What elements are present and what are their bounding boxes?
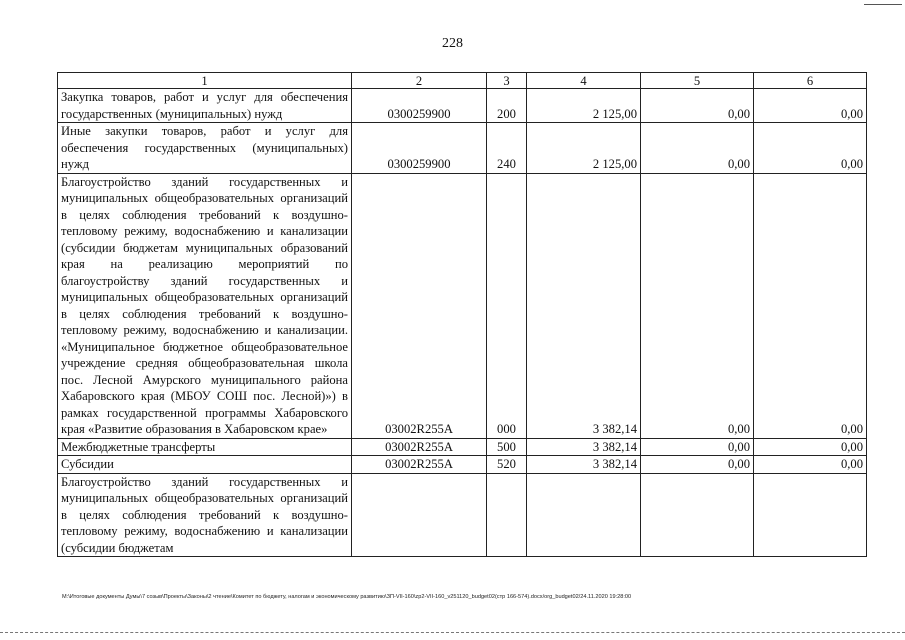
table-row [58, 456, 867, 474]
amount-cell: 0,00 [641, 123, 754, 174]
table-row [58, 123, 867, 174]
document-path-footer: M:\Итоговые документы Думы\7 созыв\Проекты\Законы\2 чтение\Комитет по бюджету, налогам и экономическому развитию\ЗП-VII-160\zp2-VII-160_v251120_budget02(стр 166-574).docx/org_budget02/24.11.2020 19:28:00 [62, 594, 632, 600]
bottom-edge-line [0, 632, 905, 633]
amount-cell: 0,00 [641, 173, 754, 438]
target-code-cell: 0300259900 [352, 123, 487, 174]
row-name-cell: Закупка товаров, работ и услуг для обеспечения государственных (муниципальных) нужд [58, 89, 352, 123]
expense-type-cell [487, 473, 527, 557]
amount-cell: 0,00 [754, 123, 867, 174]
amount-cell: 0,00 [641, 456, 754, 474]
table-header-row [58, 73, 867, 89]
expense-type-cell: 200 [487, 89, 527, 123]
column-header: 6 [754, 73, 867, 89]
expense-type-cell: 520 [487, 456, 527, 474]
amount-cell: 0,00 [641, 89, 754, 123]
amount-cell: 2 125,00 [527, 123, 641, 174]
row-name-cell: Межбюджетные трансферты [58, 438, 352, 456]
amount-cell: 0,00 [754, 173, 867, 438]
amount-cell: 2 125,00 [527, 89, 641, 123]
column-header: 1 [58, 73, 352, 89]
target-code-cell [352, 473, 487, 557]
row-name-cell: Благоустройство зданий государственных и муниципальных общеобразовательных организаций в целях соблюдения требований к воздушно-тепловому режиму, водоснабжению и канализации (субсидии бюджетам муниципальных образований края на реализацию мероприятий по благоустройству зданий государственных и муниципальных общеобразовательных организаций в целях соблюдения требований к воздушно-тепловому режиму, водоснабжению и канализации. «Муниципальное бюджетное общеобразовательное учреждение средняя общеобразовательная школа пос. Лесной Амурского муниципального района Хабаровского края (МБОУ СОШ пос. Лесной)») в рамках государственной программы Хабаровского края «Развитие образования в Хабаровском крае» [58, 173, 352, 438]
expense-type-cell: 240 [487, 123, 527, 174]
amount-cell: 0,00 [754, 89, 867, 123]
row-name-cell: Иные закупки товаров, работ и услуг для обеспечения государственных (муниципальных) нужд [58, 123, 352, 174]
amount-cell: 3 382,14 [527, 173, 641, 438]
amount-cell [754, 473, 867, 557]
column-header: 4 [527, 73, 641, 89]
table-row [58, 89, 867, 123]
amount-cell: 0,00 [754, 438, 867, 456]
amount-cell: 0,00 [754, 456, 867, 474]
table-row [58, 173, 867, 438]
amount-cell: 3 382,14 [527, 456, 641, 474]
amount-cell: 3 382,14 [527, 438, 641, 456]
column-header: 5 [641, 73, 754, 89]
page-number: 228 [442, 36, 463, 51]
target-code-cell: 0300259900 [352, 89, 487, 123]
target-code-cell: 03002R255A [352, 173, 487, 438]
amount-cell [641, 473, 754, 557]
table-row [58, 473, 867, 557]
column-header: 3 [487, 73, 527, 89]
top-edge-line [864, 4, 902, 5]
table-row [58, 438, 867, 456]
target-code-cell: 03002R255A [352, 456, 487, 474]
row-name-cell: Благоустройство зданий государственных и муниципальных общеобразовательных организаций в целях соблюдения требований к воздушно-тепловому режиму, водоснабжению и канализации (субсидии бюджетам [58, 473, 352, 557]
row-name-cell: Субсидии [58, 456, 352, 474]
budget-table [57, 72, 867, 557]
amount-cell: 0,00 [641, 438, 754, 456]
column-header: 2 [352, 73, 487, 89]
expense-type-cell: 500 [487, 438, 527, 456]
expense-type-cell: 000 [487, 173, 527, 438]
amount-cell [527, 473, 641, 557]
target-code-cell: 03002R255A [352, 438, 487, 456]
